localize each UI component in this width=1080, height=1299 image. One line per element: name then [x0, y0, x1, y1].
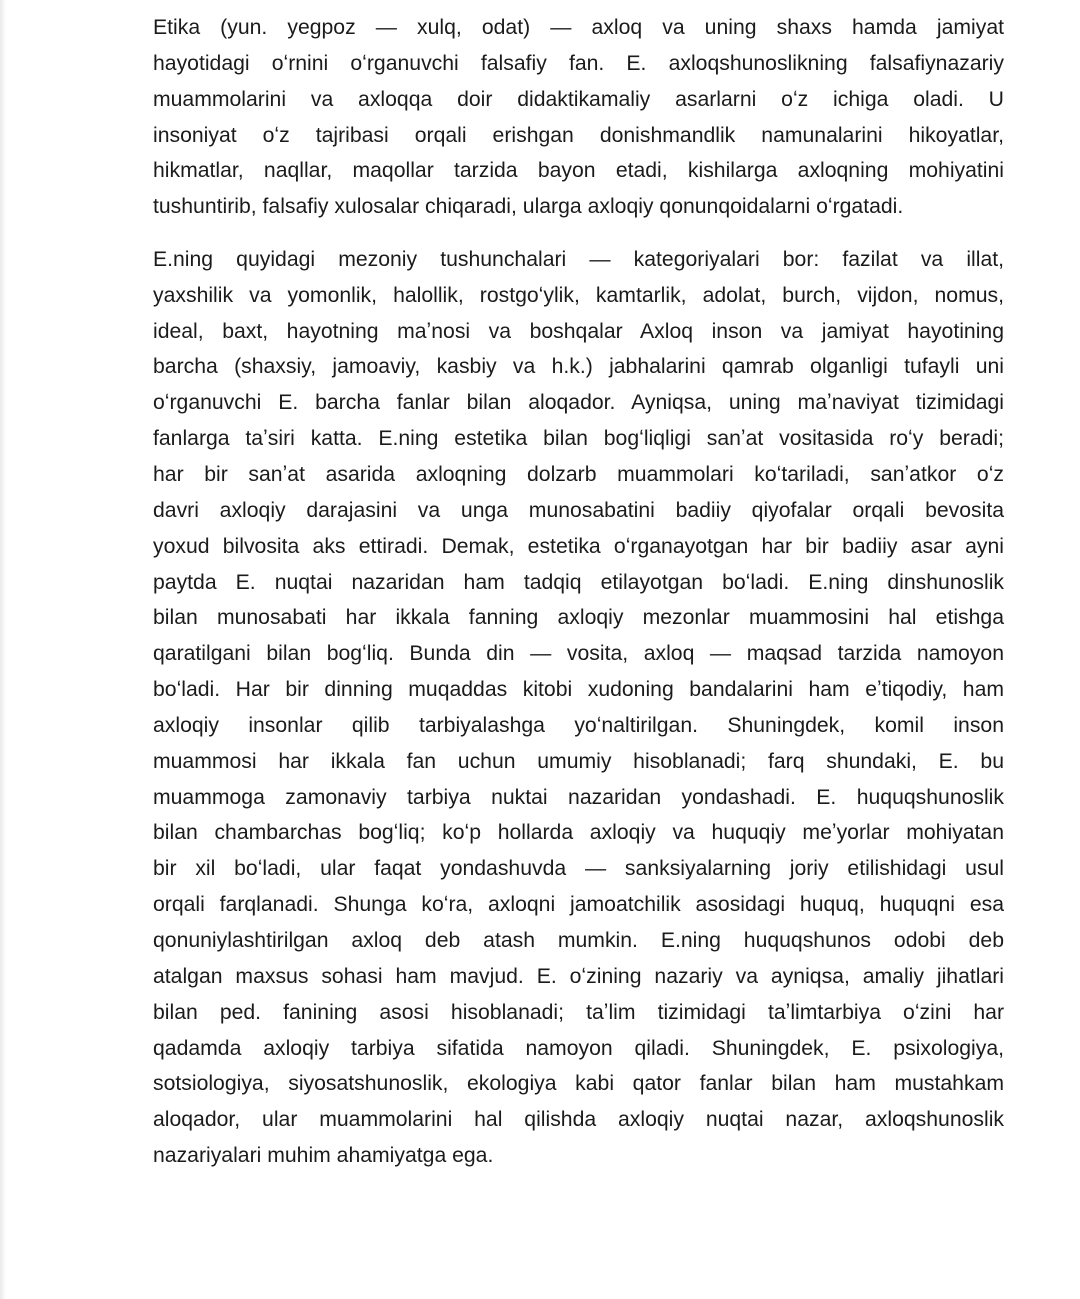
paragraph-1 [153, 10, 1004, 225]
text-line: bir xil boʻladi, ular faqat yondashuvda — sanksiyalarning joriy etilishidagi usul [153, 857, 1004, 881]
text-line: oʻrganuvchi E. barcha fanlar bilan aloqador. Ayniqsa, uning maʼnaviyat tizimidagi [153, 391, 1004, 415]
text-line: fanlarga taʼsiri katta. E.ning estetika bilan bogʻliqligi sanʼat vositasida roʻy beradi; [153, 427, 1004, 451]
text-line: bilan munosabati har ikkala fanning axloqiy mezonlar muammosini hal etishga [153, 606, 1004, 630]
text-line: hayotidagi oʻrnini oʻrganuvchi falsafiy fan. E. axloqshunoslikning falsafiynazariy [153, 51, 1004, 75]
text-line: E.ning quyidagi mezoniy tushunchalari — kategoriyalari bor: fazilat va illat, [153, 247, 1004, 271]
text-line: nazariyalari muhim ahamiyatga ega. [153, 1144, 494, 1168]
text-line: orqali farqlanadi. Shunga koʻra, axloqni jamoatchilik asosidagi huquq, huquqni esa [153, 893, 1004, 917]
text-line: sotsiologiya, siyosatshunoslik, ekologiya kabi qator fanlar bilan ham mustahkam [153, 1072, 1004, 1096]
page-edge-shadow [0, 0, 6, 1299]
text-line: paytda E. nuqtai nazaridan ham tadqiq etilayotgan boʻladi. E.ning dinshunoslik [153, 570, 1004, 594]
text-line: ideal, baxt, hayotning maʼnosi va boshqalar Axloq inson va jamiyat hayotining [153, 319, 1004, 343]
text-line: muammosi har ikkala fan uchun umumiy hisoblanadi; farq shundaki, E. bu [153, 749, 1004, 773]
text-line: Etika (yun. yegpoz — xulq, odat) — axloq va uning shaxs hamda jamiyat [153, 16, 1004, 39]
text-line: bilan chambarchas bogʻliq; koʻp hollarda axloqiy va huquqiy meʼyorlar mohiyatan [153, 821, 1004, 845]
document-body [153, 10, 1004, 1174]
text-line: qaratilgani bilan bogʻliq. Bunda din — vosita, axloq — maqsad tarzida namoyon [153, 642, 1004, 666]
text-line: aloqador, ular muammolarini hal qilishda axloqiy nuqtai nazar, axloqshunoslik [153, 1108, 1004, 1132]
text-line: bilan ped. fanining asosi hisoblanadi; taʼlim tizimidagi taʼlimtarbiya oʻzini har [153, 1000, 1004, 1024]
text-line: boʻladi. Har bir dinning muqaddas kitobi xudoning bandalarini ham eʼtiqodiy, ham [153, 678, 1004, 702]
text-line: qonuniylashtirilgan axloq deb atash mumkin. E.ning huquqshunos odobi deb [153, 928, 1004, 952]
text-line: hikmatlar, naqllar, maqollar tarzida bayon etadi, kishilarga axloqning mohiyatini [153, 159, 1004, 183]
text-line: davri axloqiy darajasini va unga munosabatini badiiy qiyofalar orqali bevosita [153, 498, 1004, 522]
text-line: qadamda axloqiy tarbiya sifatida namoyon qiladi. Shuningdek, E. psixologiya, [153, 1036, 1004, 1060]
text-line: muammolarini va axloqqa doir didaktikamaliy asarlarni oʻz ichiga oladi. U [153, 87, 1004, 111]
text-line: atalgan maxsus sohasi ham mavjud. E. oʻzining nazariy va ayniqsa, amaliy jihatlari [153, 964, 1004, 988]
text-line: har bir sanʼat asarida axloqning dolzarb muammolari koʻtariladi, sanʼatkor oʻz [153, 463, 1004, 487]
text-line: muammoga zamonaviy tarbiya nuktai nazaridan yondashadi. E. huquqshunoslik [153, 785, 1004, 809]
text-line: tushuntirib, falsafiy xulosalar chiqaradi, ularga axloqiy qonunqoidalarni oʻrgatadi. [153, 195, 904, 219]
text-line: insoniyat oʻz tajribasi orqali erishgan donishmandlik namunalarini hikoyatlar, [153, 123, 1004, 147]
text-line: barcha (shaxsiy, jamoaviy, kasbiy va h.k.) jabhalarini qamrab olganligi tufayli uni [153, 355, 1004, 379]
paragraph-2 [153, 242, 1004, 1174]
text-line: axloqiy insonlar qilib tarbiyalashga yoʻnaltirilgan. Shuningdek, komil inson [153, 713, 1004, 737]
text-line: yaxshilik va yomonlik, halollik, rostgoʻylik, kamtarlik, adolat, burch, vijdon, nomus, [153, 283, 1004, 307]
text-line: yoxud bilvosita aks ettiradi. Demak, estetika oʻrganayotgan har bir badiiy asar ayni [153, 534, 1004, 558]
